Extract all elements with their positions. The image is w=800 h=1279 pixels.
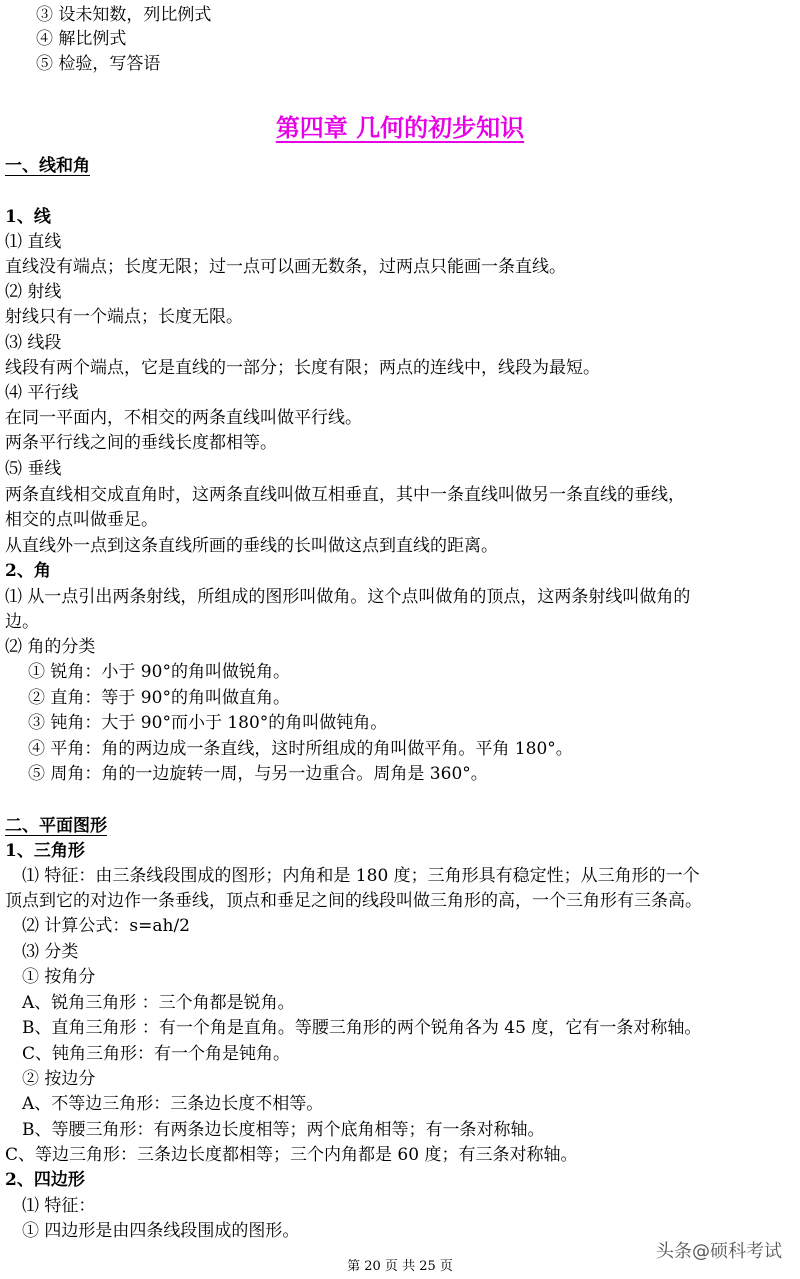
item-text: ① 四边形是由四条线段围成的图形。 xyxy=(22,1221,300,1241)
watermark: 头条@硕科考试 xyxy=(656,1241,782,1262)
angle-class-obtuse: ③ 钝角：大于 90°而小于 180°的角叫做钝角。 xyxy=(28,713,388,733)
triangle-equilateral: C、等边三角形：三条边长度都相等；三个内角都是 60 度；有三条对称轴。 xyxy=(5,1145,578,1165)
item-text: 从直线外一点到这条直线所画的垂线的长叫做这点到直线的距离。 xyxy=(5,536,498,556)
item-text: 两条直线相交成直角时，这两条直线叫做互相垂直，其中一条直线叫做另一条直线的垂线， xyxy=(5,485,685,505)
step-3: ③ 设未知数，列比例式 xyxy=(36,5,212,25)
step-5: ⑤ 检验，写答语 xyxy=(36,54,161,74)
item-text: ⑴ 从一点引出两条射线，所组成的图形叫做角。这个点叫做角的顶点，这两条射线叫做角的 xyxy=(5,587,691,607)
triangle-acute: A、锐角三角形 ：三个角都是锐角。 xyxy=(22,993,295,1013)
subsection-heading-angles: 2、角 xyxy=(5,561,51,581)
triangle-obtuse: C、钝角三角形：有一个角是钝角。 xyxy=(22,1044,291,1064)
item-title-by-side: ② 按边分 xyxy=(22,1069,96,1089)
subsection-heading-triangle: 1、三角形 xyxy=(5,841,85,861)
angle-class-full: ⑤ 周角：角的一边旋转一周，与另一边重合。周角是 360°。 xyxy=(28,764,488,784)
item-title-by-angle: ① 按角分 xyxy=(22,967,96,987)
item-text: 在同一平面内，不相交的两条直线叫做平行线。 xyxy=(5,408,362,428)
item-title-perpendicular: ⑸ 垂线 xyxy=(5,459,62,479)
step-4: ④ 解比例式 xyxy=(36,29,127,49)
chapter-title: 第四章 几何的初步知识 xyxy=(275,113,525,142)
item-title-classification: ⑶ 分类 xyxy=(22,942,79,962)
triangle-isosceles: B、等腰三角形：有两条边长度相等；两个底角相等；有一条对称轴。 xyxy=(22,1120,545,1140)
item-title-features: ⑴ 特征： xyxy=(22,1196,96,1216)
angle-class-right: ② 直角：等于 90°的角叫做直角。 xyxy=(28,688,290,708)
item-text: 射线只有一个端点；长度无限。 xyxy=(5,307,243,327)
item-title-segment: ⑶ 线段 xyxy=(5,333,62,353)
item-text: ⑴ 特征：由三条线段围成的图形；内角和是 180 度；三角形具有稳定性；从三角形的一个 xyxy=(22,866,700,886)
page-number-footer: 第 20 页 共 25 页 xyxy=(347,1259,453,1274)
item-text-formula: ⑵ 计算公式：s=ah/2 xyxy=(22,916,190,936)
item-text: 相交的点叫做垂足。 xyxy=(5,510,158,530)
item-title-parallel: ⑷ 平行线 xyxy=(5,383,79,403)
item-title-straight-line: ⑴ 直线 xyxy=(5,232,62,252)
triangle-scalene: A、不等边三角形：三条边长度不相等。 xyxy=(22,1094,324,1114)
section-heading-lines-angles: 一、线和角 xyxy=(5,156,90,176)
subsection-heading-quadrilateral: 2、四边形 xyxy=(5,1170,85,1190)
angle-class-acute: ① 锐角：小于 90°的角叫做锐角。 xyxy=(28,662,290,682)
triangle-right: B、直角三角形 ：有一个角是直角。等腰三角形的两个锐角各为 45 度，它有一条对称轴。 xyxy=(22,1018,702,1038)
item-title-ray: ⑵ 射线 xyxy=(5,282,62,302)
subsection-heading-lines: 1、线 xyxy=(5,207,51,227)
item-text: 两条平行线之间的垂线长度都相等。 xyxy=(5,433,277,453)
item-text: 线段有两个端点，它是直线的一部分；长度有限；两点的连线中，线段为最短。 xyxy=(5,358,600,378)
section-heading-plane-figures: 二、平面图形 xyxy=(5,816,107,836)
item-title-angle-classes: ⑵ 角的分类 xyxy=(5,637,96,657)
item-text: 顶点到它的对边作一条垂线，顶点和垂足之间的线段叫做三角形的高，一个三角形有三条高。 xyxy=(5,891,702,911)
angle-class-straight: ④ 平角：角的两边成一条直线，这时所组成的角叫做平角。平角 180°。 xyxy=(28,739,573,759)
item-text: 边。 xyxy=(5,612,39,632)
item-text: 直线没有端点；长度无限；过一点可以画无数条，过两点只能画一条直线。 xyxy=(5,257,566,277)
